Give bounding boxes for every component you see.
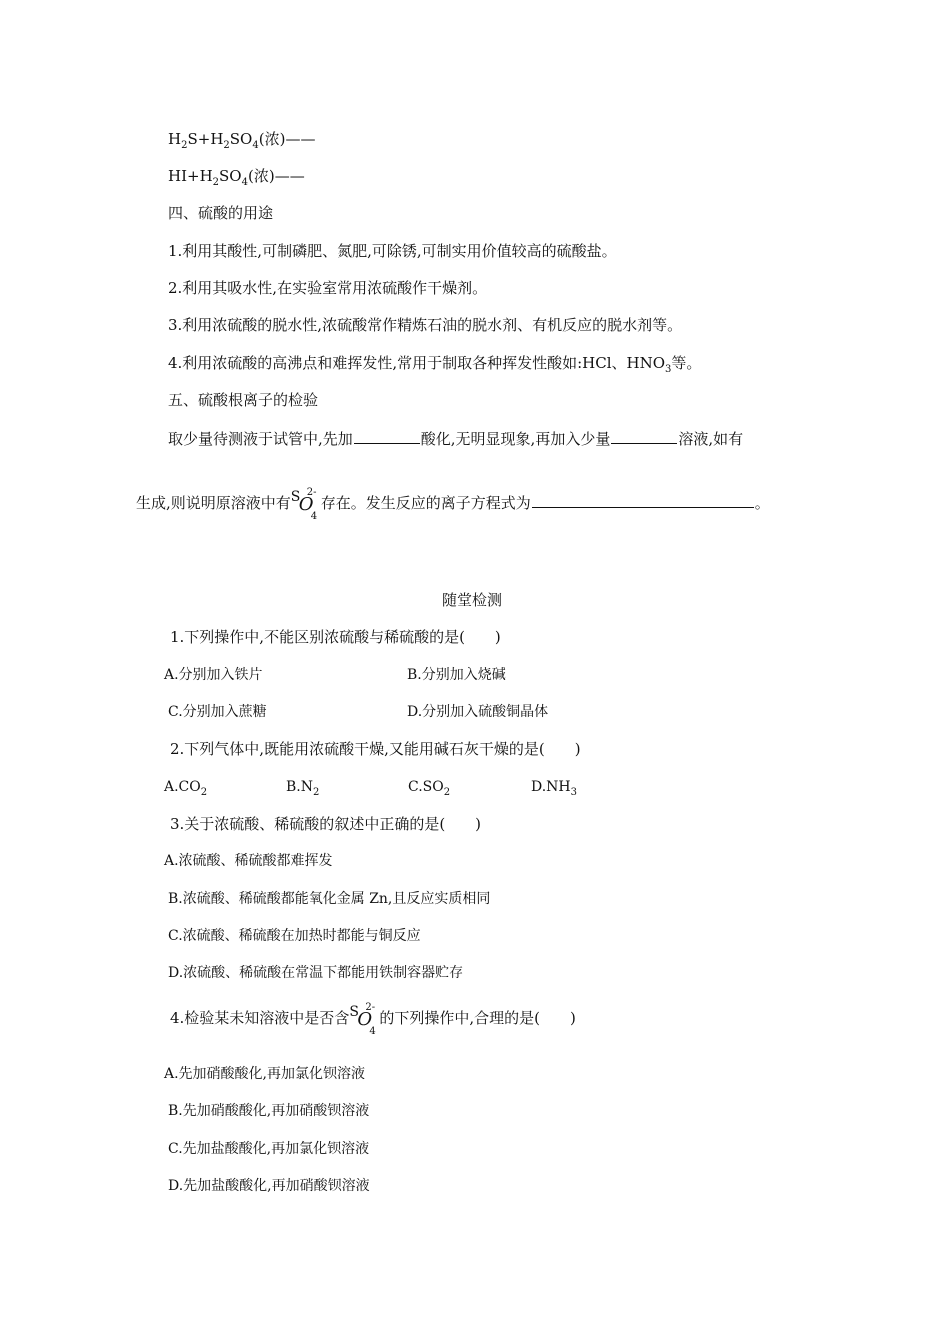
q1-option-c[interactable]: C.分别加入蔗糖 — [168, 704, 267, 720]
q3-option-d[interactable]: D.浓硫酸、稀硫酸在常温下都能用铁制容器贮存 — [168, 965, 464, 981]
q1-option-d[interactable]: D.分别加入硫酸铜晶体 — [407, 704, 549, 720]
q4-option-d[interactable]: D.先加盐酸酸化,再加硝酸钡溶液 — [168, 1178, 370, 1194]
use-item-4: 4.利用浓硫酸的高沸点和难挥发性,常用于制取各种挥发性酸如:HCl、$HNO_3$等。 — [168, 354, 702, 375]
q3-option-a[interactable]: A.浓硫酸、稀硫酸都难挥发 — [164, 853, 333, 869]
use-item-2: 2.利用其吸水性,在实验室常用浓硫酸作干燥剂。 — [168, 279, 488, 297]
reaction-h2s: $H_2S+H_2SO_4$(浓)—— — [168, 130, 316, 151]
question-4: 4.检验某未知溶液中是否含 S O 4 2- 的下列操作中,合理的是( ) — [170, 1002, 576, 1037]
q2-option-b[interactable]: $B.N_2$ — [286, 779, 320, 798]
quiz-title: 随堂检测 — [442, 591, 503, 609]
blank-ionic-equation[interactable] — [532, 491, 754, 508]
q3-option-c[interactable]: C.浓硫酸、稀硫酸在加热时都能与铜反应 — [168, 928, 421, 944]
q2-option-d[interactable]: $D.NH_3$ — [531, 779, 578, 798]
blank-acid[interactable] — [354, 427, 420, 444]
question-3: 3.关于浓硫酸、稀硫酸的叙述中正确的是( ) — [170, 815, 482, 833]
q4-option-a[interactable]: A.先加硝酸酸化,再加氯化钡溶液 — [164, 1066, 366, 1082]
section-title-sulfate-test: 五、硫酸根离子的检验 — [168, 391, 319, 409]
q1-option-a[interactable]: A.分别加入铁片 — [164, 667, 263, 683]
question-2: 2.下列气体中,既能用浓硫酸干燥,又能用碱石灰干燥的是( ) — [170, 740, 581, 758]
q2-option-c[interactable]: $C.SO_2$ — [408, 779, 451, 798]
reaction-hi: $HI+H_2SO_4$(浓)—— — [168, 167, 305, 188]
blank-reagent[interactable] — [611, 427, 677, 444]
sulfate-test-line-1: 取少量待测液于试管中,先加 酸化,无明显现象,再加入少量 溶液,如有 — [168, 427, 743, 450]
section-title-uses: 四、硫酸的用途 — [168, 204, 274, 222]
q4-option-c[interactable]: C.先加盐酸酸化,再加氯化钡溶液 — [168, 1141, 370, 1157]
use-item-3: 3.利用浓硫酸的脱水性,浓硫酸常作精炼石油的脱水剂、有机反应的脱水剂等。 — [168, 316, 683, 334]
sulfate-ion: S O 4 2- — [349, 1002, 376, 1037]
question-1: 1.下列操作中,不能区别浓硫酸与稀硫酸的是( ) — [170, 628, 501, 646]
use-item-1: 1.利用其酸性,可制磷肥、氮肥,可除锈,可制实用价值较高的硫酸盐。 — [168, 242, 617, 260]
q1-option-b[interactable]: B.分别加入烧碱 — [407, 667, 506, 683]
q4-option-b[interactable]: B.先加硝酸酸化,再加硝酸钡溶液 — [168, 1103, 370, 1119]
sulfate-ion: S O 4 2- — [290, 487, 318, 522]
q3-option-b[interactable]: B.浓硫酸、稀硫酸都能氧化金属 Zn,且反应实质相同 — [168, 891, 491, 907]
q2-option-a[interactable]: $A.CO_2$ — [164, 779, 208, 798]
sulfate-test-line-2: 生成,则说明原溶液中有 S O 4 2- 存在。发生反应的离子方程式为 。 — [136, 487, 770, 522]
